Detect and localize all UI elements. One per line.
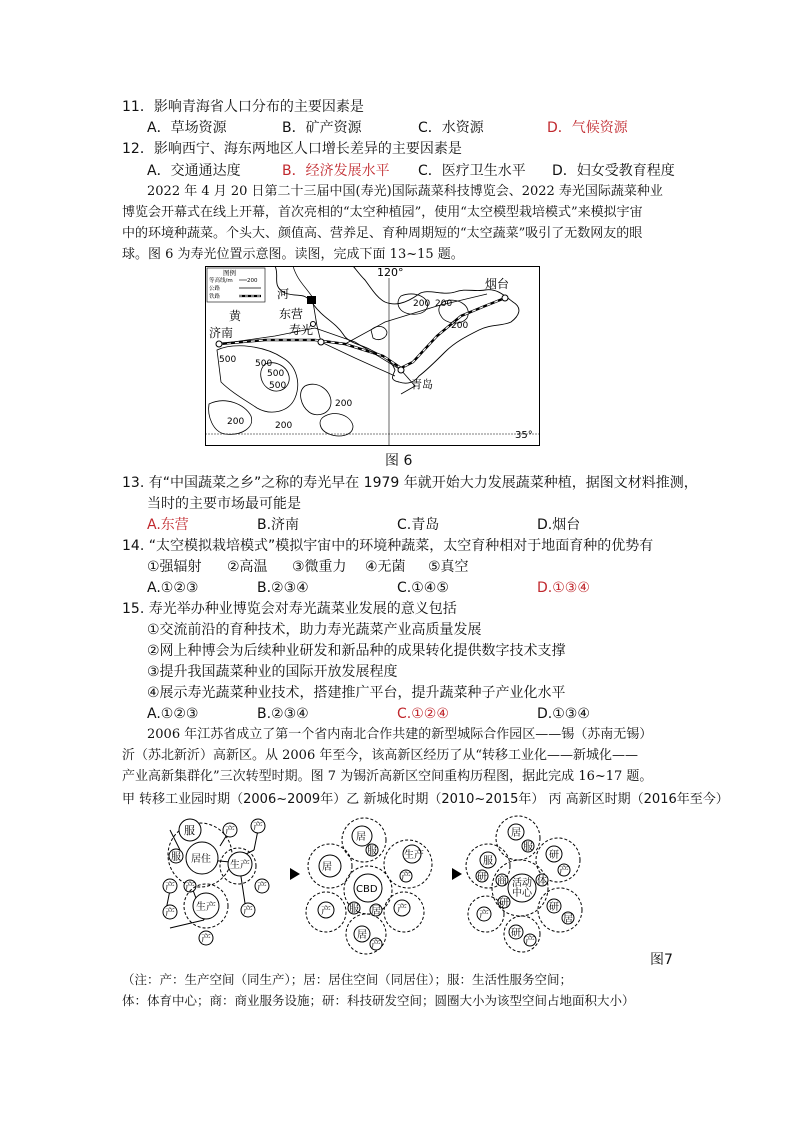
q14-item-1: ①强辐射 xyxy=(147,559,202,575)
q12-option-c: C．医疗卫生水平 xyxy=(418,163,526,179)
char-chan: 产 xyxy=(397,904,407,915)
char-yan: 研 xyxy=(549,902,559,913)
char-chan: 产 xyxy=(185,882,195,893)
char-ju: 居 xyxy=(511,828,521,839)
char-shang: 商 xyxy=(497,876,507,887)
figure7-periods: 甲 转移工业园时期（2006~2009年）乙 新城化时期（2010~2015年） 丙 高新区时期（2016年至今） xyxy=(122,792,729,807)
passage1-line-2: 博览会开幕式在线上开幕，首次亮相的“太空种植园”，使用“太空模型栽培模式”来模拟宇宙 xyxy=(122,205,643,220)
contour-value: 200 xyxy=(227,417,245,427)
q14-option-b: B.②③④ xyxy=(257,580,309,596)
contour-value: 200 xyxy=(435,299,453,309)
q12-option-a: A．交通通达度 xyxy=(147,163,241,179)
char-chan: 产 xyxy=(257,882,267,893)
q14-stem: 14. “太空模拟栽培模式”模拟宇宙中的环境种蔬菜，太空育种相对于地面育种的优势有 xyxy=(122,538,654,554)
qingdao-marker xyxy=(398,367,404,373)
contour-value: 500 xyxy=(269,381,287,391)
char-ju: 居 xyxy=(357,930,367,941)
passage1-line-3: 中的环境种蔬菜。个头大、颜值高、营养足、育种周期短的“太空蔬菜”吸引了无数网友的眼 xyxy=(122,226,643,241)
label-dongying: 东营 xyxy=(279,307,304,321)
contour-value: 500 xyxy=(219,355,237,365)
passage1-line-4: 球。图 6 为寿光位置示意图。读图，完成下面 13~15 题。 xyxy=(122,247,464,262)
char-chan: 产 xyxy=(401,872,411,883)
contour-value: 200 xyxy=(451,321,469,331)
char-chan: 产 xyxy=(243,906,253,917)
passage1-line-1: 2022 年 4 月 20 日第二十三届中国(寿光)国际蔬菜科技博览会、2022 寿光国际蔬菜种业 xyxy=(147,184,663,199)
q15-item-2: ②网上种博会为后续种业研发和新品种的成果转化提供数字技术支撑 xyxy=(147,643,566,659)
char-ti: 体 xyxy=(537,876,547,887)
q13-option-b: B.济南 xyxy=(257,517,300,533)
q14-item-3: ③微重力 xyxy=(292,559,347,575)
q15-item-3: ③提升我国蔬菜种业的国际开放发展程度 xyxy=(147,664,398,680)
q14-item-4: ④无菌 xyxy=(365,559,406,575)
q11-stem: 11．影响青海省人口分布的主要因素是 xyxy=(122,99,364,115)
panel-bing xyxy=(466,816,582,952)
oilfield-marker xyxy=(307,296,316,304)
char-shengchan: 生产 xyxy=(196,902,216,913)
q14-option-d: D.①③④ xyxy=(537,580,590,596)
q13-stem-line-1: 13. 有“中国蔬菜之乡”之称的寿光早在 1979 年就开始大力发展蔬菜种植，据图文材料推测， xyxy=(122,475,698,491)
spatial-restructuring-diagram xyxy=(150,810,650,955)
char-ju: 居 xyxy=(356,832,366,843)
legend-railway: 铁路 xyxy=(209,294,221,300)
contour-value: 200 xyxy=(275,421,293,431)
label-latitude-35: 35° xyxy=(515,430,533,441)
char-chan: 产 xyxy=(479,910,489,921)
label-qingdao: 青岛 xyxy=(411,378,433,391)
char-chan: 产 xyxy=(525,936,535,947)
label-he: 河 xyxy=(277,287,290,301)
char-shengchan: 生产 xyxy=(404,850,424,861)
q15-stem: 15. 寿光举办种业博览会对寿光蔬菜业发展的意义包括 xyxy=(122,601,457,617)
q15-option-b: B.②③④ xyxy=(257,706,309,722)
q13-option-c: C.青岛 xyxy=(397,517,440,533)
q12-option-b: B．经济发展水平 xyxy=(282,163,390,179)
char-yan: 研 xyxy=(549,850,559,861)
q14-option-a: A.①②③ xyxy=(147,580,199,596)
label-huang: 黄 xyxy=(229,309,242,323)
char-yan: 研 xyxy=(477,872,487,883)
contour-value: 200 xyxy=(413,299,431,309)
char-yan: 研 xyxy=(511,928,521,939)
char-ju: 居 xyxy=(371,906,381,917)
char-chan: 产 xyxy=(371,940,381,951)
figure7-note-line-1: （注：产：生产空间（同生产）；居：居住空间（同居住）；服：生活性服务空间； xyxy=(122,972,573,987)
char-ju: 居 xyxy=(322,862,332,873)
q15-option-d: D.①③④ xyxy=(537,706,590,722)
q13-stem-line-2: 当时的主要市场最可能是 xyxy=(147,496,301,512)
shouguang-marker xyxy=(318,339,324,345)
char-zhongxin: 中心 xyxy=(512,888,532,899)
panel-yi xyxy=(306,818,432,954)
char-yan: 研 xyxy=(499,898,509,909)
q11-option-c: C．水资源 xyxy=(418,120,484,136)
char-chan: 产 xyxy=(253,822,263,833)
q11-option-a: A．草场资源 xyxy=(147,120,227,136)
char-fu: 服 xyxy=(523,842,533,853)
label-yantai: 烟台 xyxy=(485,277,510,291)
q11-option-b: B．矿产资源 xyxy=(282,120,362,136)
q13-option-a: A.东营 xyxy=(147,517,189,533)
char-cbd: CBD xyxy=(356,884,378,895)
contour-value: 500 xyxy=(255,359,273,369)
char-chan: 产 xyxy=(201,934,211,945)
legend-contour-value: 200 xyxy=(247,278,258,284)
legend-road: 公路 xyxy=(209,286,221,292)
figure6-caption: 图 6 xyxy=(385,453,413,469)
q12-option-d: D．妇女受教育程度 xyxy=(552,163,675,179)
arrow-icon xyxy=(452,868,462,880)
char-chan: 产 xyxy=(165,882,175,893)
passage2-line-2: 沂（苏北新沂）高新区。从 2006 年至今，该高新区经历了从“转移工业化——新城化—— xyxy=(122,748,638,763)
jinan-marker xyxy=(216,341,222,347)
char-shengchan: 生产 xyxy=(230,860,250,871)
panel-jia xyxy=(163,819,269,945)
char-juzhu: 居住 xyxy=(191,854,211,865)
shouguang-location-map xyxy=(205,266,540,446)
passage2-line-3: 产业高新集群化”三次转型时期。图 7 为锡沂高新区空间重构历程图，据此完成 16~17 题。 xyxy=(122,769,653,784)
legend-contour: 等高线/m xyxy=(209,278,233,284)
figure7-note-line-2: 体：体育中心；商：商业服务设施；研：科技研发空间；圆圈大小为该型空间占地面积大小） xyxy=(122,993,635,1008)
char-fu: 服 xyxy=(483,856,493,867)
char-chan: 产 xyxy=(165,908,175,919)
contour-value: 200 xyxy=(335,399,353,409)
arrow-icon xyxy=(290,868,300,880)
q15-item-4: ④展示寿光蔬菜种业技术，搭建推广平台，提升蔬菜种子产业化水平 xyxy=(147,685,566,701)
contour-value: 500 xyxy=(267,369,285,379)
label-jinan: 济南 xyxy=(209,326,234,340)
label-longitude-120: 120° xyxy=(377,266,404,279)
q15-option-a: A.①②③ xyxy=(147,706,199,722)
label-shouguang: 寿光 xyxy=(289,323,314,337)
map-legend xyxy=(207,268,265,302)
char-chan: 产 xyxy=(559,866,569,877)
q14-option-c: C.①④⑤ xyxy=(397,580,449,596)
char-fu: 服 xyxy=(349,904,359,915)
char-fu: 服 xyxy=(171,852,181,863)
q15-option-c: C.①②④ xyxy=(397,706,449,722)
char-huodong: 活动 xyxy=(512,878,532,889)
q12-stem: 12．影响西宁、海东两地区人口增长差异的主要因素是 xyxy=(122,141,462,157)
legend-title: 图例 xyxy=(223,269,236,277)
q15-item-1: ①交流前沿的育种技术，助力寿光蔬菜产业高质量发展 xyxy=(147,622,482,638)
char-chan: 产 xyxy=(321,906,331,917)
q11-option-d: D．气候资源 xyxy=(547,120,628,136)
figure7-caption: 图7 xyxy=(650,952,673,968)
char-ju: 居 xyxy=(563,914,573,925)
char-fu: 服 xyxy=(367,846,377,857)
passage2-line-1: 2006 年江苏省成立了第一个省内南北合作共建的新型城际合作园区——锡（苏南无锡） xyxy=(147,727,653,742)
q13-option-d: D.烟台 xyxy=(537,517,581,533)
yantai-marker xyxy=(502,295,508,301)
char-chan: 产 xyxy=(225,826,235,837)
q14-item-2: ②高温 xyxy=(227,559,268,575)
q14-item-5: ⑤真空 xyxy=(428,559,469,575)
char-fu: 服 xyxy=(184,824,195,837)
